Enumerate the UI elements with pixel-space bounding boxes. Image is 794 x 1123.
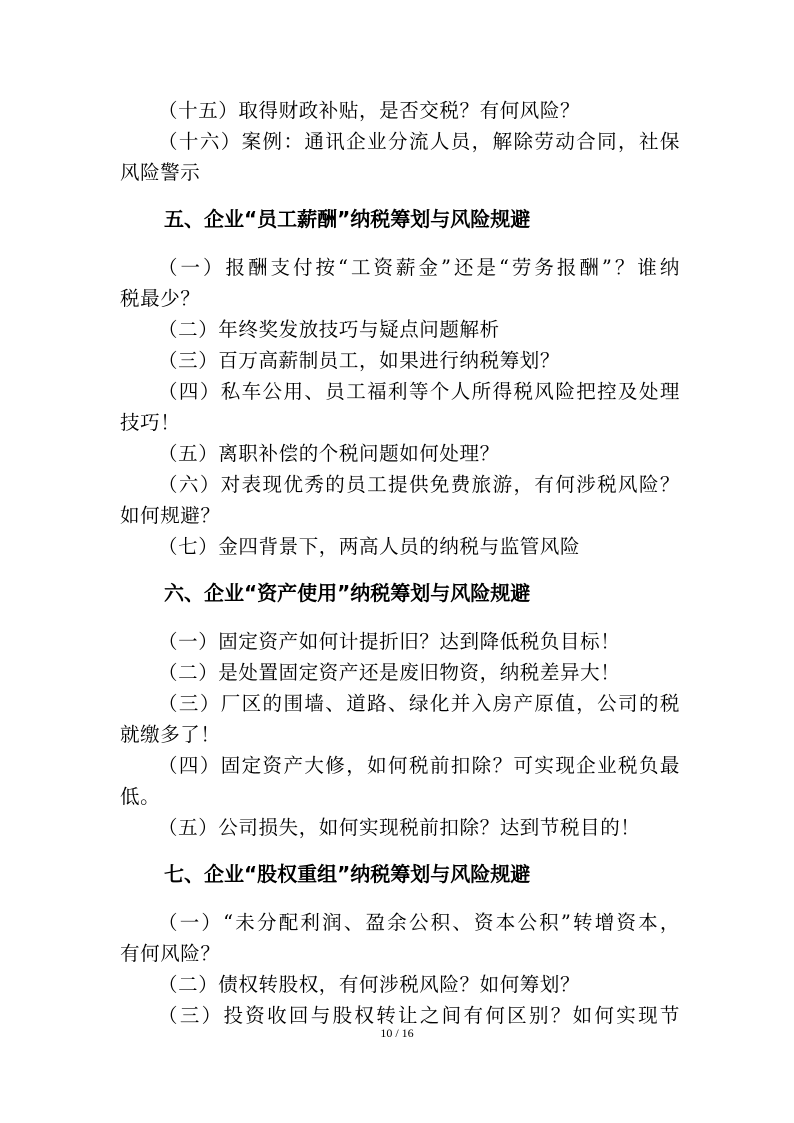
text-line: （五）离职补偿的个税问题如何处理？ [158,442,500,465]
section-heading: 五、企业“员工薪酬”纳税筹划与风险规避 [164,207,531,231]
section-heading: 七、企业“股权重组”纳税筹划与风险规避 [164,862,531,886]
text-line: （六）对表现优秀的员工提供免费旅游，有何涉税风险？ [158,473,680,496]
text-line: （三）厂区的围墙、道路、绿化并入房产原值，公司的税 [158,692,680,715]
text-line: 技巧！ [120,411,181,434]
section-heading: 六、企业“资产使用”纳税筹划与风险规避 [164,581,531,605]
text-line: 有何风险？ [120,942,221,965]
text-line: 税最少？ [120,287,201,310]
text-line: （四）固定资产大修，如何税前扣除？可实现企业税负最 [158,754,680,777]
text-line: （七）金四背景下，两高人员的纳税与监管风险 [158,535,581,558]
text-line: （一）固定资产如何计提折旧？达到降低税负目标！ [158,630,621,653]
text-line: 如何规避？ [120,504,221,527]
text-line: （一）“未分配利润、盈余公积、资本公积”转增资本， [158,911,680,934]
text-line: （二）是处置固定资产还是废旧物资，纳税差异大！ [158,661,621,684]
text-line: 就缴多了！ [120,723,221,746]
text-line: （四）私车公用、员工福利等个人所得税风险把控及处理 [158,380,680,403]
text-line: （十六）案例：通讯企业分流人员，解除劳动合同，社保 [158,130,680,153]
text-line: （一）报酬支付按“工资薪金”还是“劳务报酬”？谁纳 [158,256,680,279]
text-line: （三）百万高薪制员工，如果进行纳税筹划？ [158,349,561,372]
page-number: 10 / 16 [380,1026,414,1040]
text-line: （二）债权转股权，有何涉税风险？如何筹划？ [158,973,581,996]
text-line: （三）投资收回与股权转让之间有何区别？如何实现节 [158,1004,680,1027]
text-line: 低。 [120,785,161,808]
text-line: （五）公司损失，如何实现税前扣除？达到节税目的！ [158,816,641,839]
text-line: （二）年终奖发放技巧与疑点问题解析 [158,318,500,341]
text-line: （十五）取得财政补贴，是否交税？有何风险？ [158,99,581,122]
text-line: 风险警示 [120,161,201,184]
